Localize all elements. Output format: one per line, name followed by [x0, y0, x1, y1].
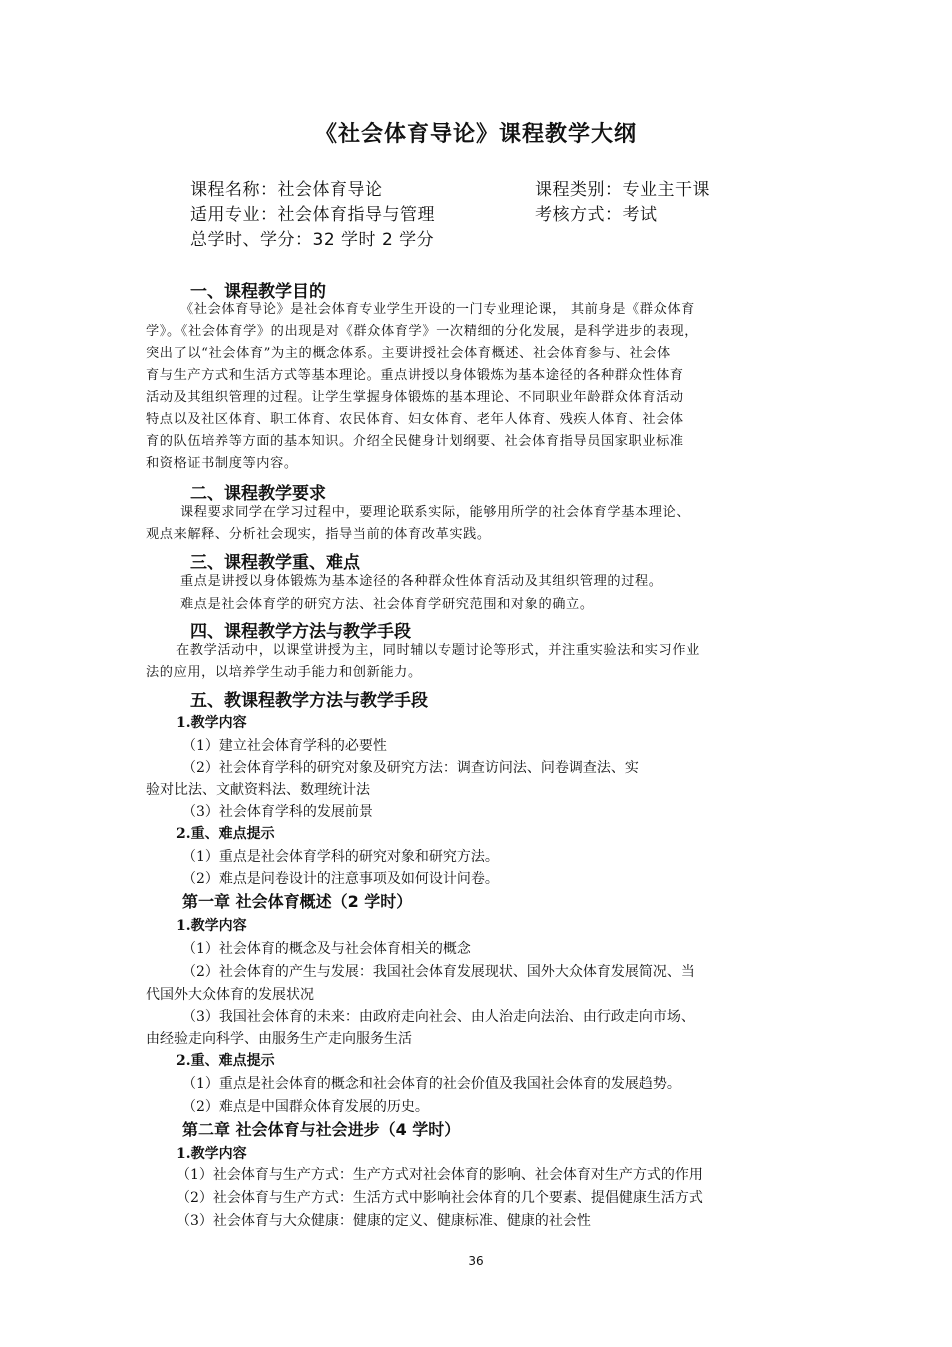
chapter-heading-2: 第二章 社会体育与社会进步（4 学时） — [182, 1120, 461, 1139]
section-heading-requirements: 二、课程教学要求 — [190, 484, 326, 504]
list-item: （1）重点是社会体育学科的研究对象和研究方法。 — [182, 849, 499, 865]
section-heading-teaching: 五、教课程教学方法与教学手段 — [190, 691, 428, 711]
list-item: （3）社会体育与大众健康：健康的定义、健康标准、健康的社会性 — [176, 1213, 591, 1229]
subheading-content: 1.教学内容 — [176, 918, 247, 934]
chapter-heading-1: 第一章 社会体育概述（2 学时） — [182, 892, 413, 911]
list-item: （2）社会体育学科的研究对象及研究方法：调查访问法、问卷调查法、实 — [182, 760, 639, 776]
list-item: （3）社会体育学科的发展前景 — [182, 804, 373, 820]
paragraph-line: 观点来解释、分析社会现实，指导当前的体育改革实践。 — [146, 527, 491, 542]
course-hours: 总学时、学分：32 学时 2 学分 — [190, 230, 435, 250]
list-item: （2）社会体育与生产方式：生活方式中影响社会体育的几个要素、提倡健康生活方式 — [176, 1190, 703, 1206]
section-heading-purpose: 一、课程教学目的 — [190, 282, 326, 302]
list-item: 由经验走向科学、由服务生产走向服务生活 — [146, 1031, 412, 1047]
list-item: 验对比法、文献资料法、数理统计法 — [146, 782, 370, 798]
paragraph-line: 学》。《社会体育学》的出现是对《群众体育学》一次精细的分化发展，是科学进步的表现， — [146, 324, 699, 339]
course-name: 课程名称：社会体育导论 — [190, 180, 383, 200]
subheading-key-points: 2.重、难点提示 — [176, 1053, 275, 1069]
paragraph-line: 法的应用，以培养学生动手能力和创新能力。 — [146, 665, 422, 680]
course-major: 适用专业：社会体育指导与管理 — [190, 205, 435, 225]
paragraph-line: 在教学活动中，以课堂讲授为主，同时辅以专题讨论等形式，并注重实验法和实习作业 — [176, 643, 700, 658]
paragraph-line: 课程要求同学在学习过程中，要理论联系实际，能够用所学的社会体育学基本理论、 — [180, 505, 691, 520]
course-type: 课程类别：专业主干课 — [535, 180, 710, 200]
subheading-key-points: 2.重、难点提示 — [176, 826, 275, 842]
paragraph-line: 重点是讲授以身体锻炼为基本途径的各种群众性体育活动及其组织管理的过程。 — [180, 574, 663, 589]
document-title: 《社会体育导论》课程教学大纲 — [314, 122, 637, 147]
list-item: （1）社会体育的概念及与社会体育相关的概念 — [182, 941, 471, 957]
subheading-content: 1.教学内容 — [176, 1146, 247, 1162]
paragraph-line: 《社会体育导论》是社会体育专业学生开设的一门专业理论课， 其前身是《群众体育 — [180, 302, 695, 317]
page-number: 36 — [468, 1254, 484, 1268]
list-item: （2）难点是中国群众体育发展的历史。 — [182, 1099, 429, 1115]
paragraph-line: 难点是社会体育学的研究方法、社会体育学研究范围和对象的确立。 — [180, 597, 594, 612]
list-item: （1）重点是社会体育的概念和社会体育的社会价值及我国社会体育的发展趋势。 — [182, 1076, 681, 1092]
paragraph-line: 突出了以“社会体育”为主的概念体系。主要讲授社会体育概述、社会体育参与、社会体 — [146, 346, 671, 361]
paragraph-line: 育的队伍培养等方面的基本知识。介绍全民健身计划纲要、社会体育指导员国家职业标准 — [146, 434, 684, 449]
paragraph-line: 和资格证书制度等内容。 — [146, 456, 298, 471]
paragraph-line: 育与生产方式和生活方式等基本理论。重点讲授以身体锻炼为基本途径的各种群众性体育 — [146, 368, 684, 383]
list-item: （1）建立社会体育学科的必要性 — [182, 738, 387, 754]
section-heading-key-points: 三、课程教学重、难点 — [190, 553, 360, 573]
list-item: （2）难点是问卷设计的注意事项及如何设计问卷。 — [182, 871, 499, 887]
paragraph-line: 活动及其组织管理的过程。让学生掌握身体锻炼的基本理论、不同职业年龄群众体育活动 — [146, 390, 684, 405]
list-item: （1）社会体育与生产方式：生产方式对社会体育的影响、社会体育对生产方式的作用 — [176, 1167, 703, 1183]
list-item: （2）社会体育的产生与发展：我国社会体育发展现状、国外大众体育发展简况、当 — [182, 964, 695, 980]
list-item: （3）我国社会体育的未来：由政府走向社会、由人治走向法治、由行政走向市场、 — [182, 1009, 695, 1025]
section-heading-methods: 四、课程教学方法与教学手段 — [190, 622, 411, 642]
subheading-content: 1.教学内容 — [176, 715, 247, 731]
course-assessment: 考核方式：考试 — [535, 205, 658, 225]
list-item: 代国外大众体育的发展状况 — [146, 987, 314, 1003]
paragraph-line: 特点以及社区体育、职工体育、农民体育、妇女体育、老年人体育、残疾人体育、社会体 — [146, 412, 684, 427]
